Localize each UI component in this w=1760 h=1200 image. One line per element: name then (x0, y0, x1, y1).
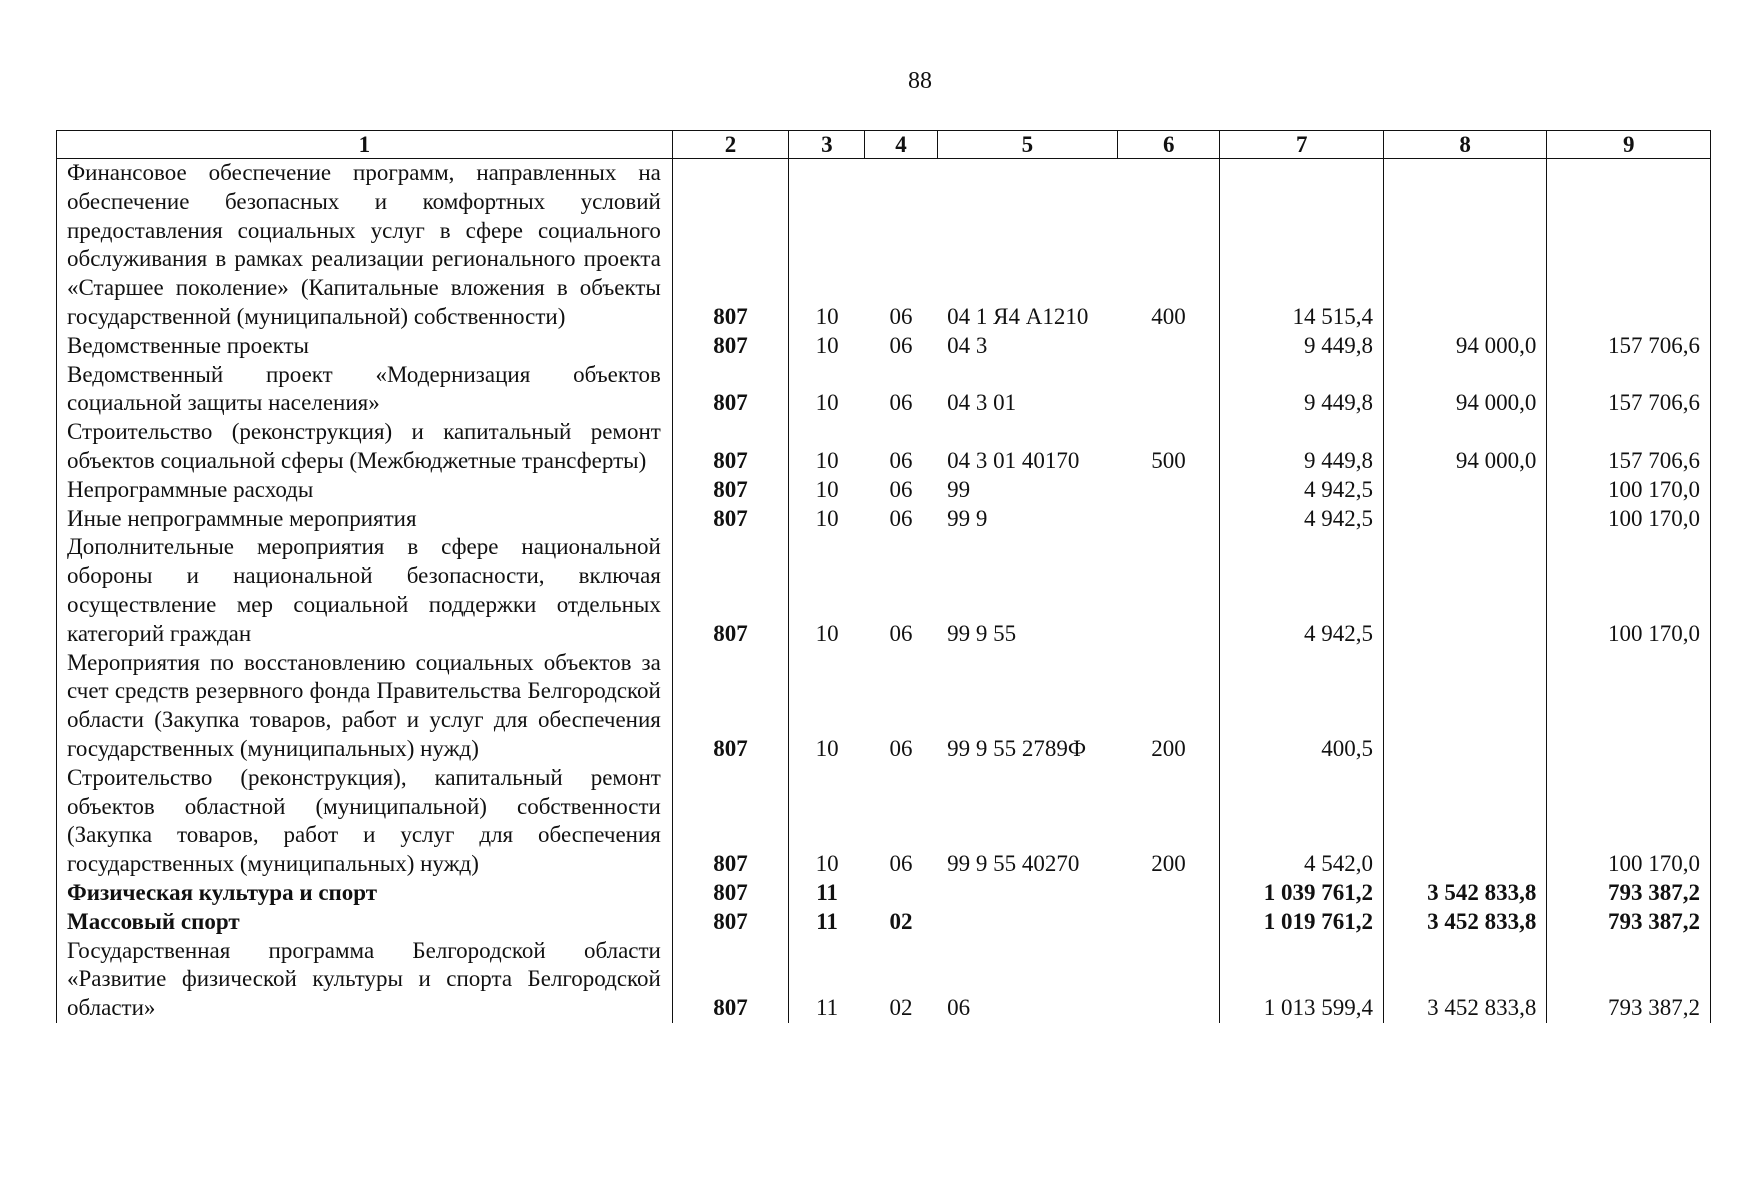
cell-description: Строительство (реконструкция) и капитальный ремонт объектов социальной сферы (Межбюджетные трансферты) (57, 418, 673, 476)
cell-description: Финансовое обеспечение программ, направленных на обеспечение безопасных и комфортных условий предоставления социальных услуг в сфере социального обслуживания в рамках реализации регионального проекта «Старшее поколение» (Капитальные вложения в объекты государственной (муниципальной) собственности) (57, 159, 673, 332)
cell-section: 10 (789, 505, 865, 534)
table-row (57, 159, 1711, 332)
cell-subsection: 06 (889, 303, 913, 329)
cell-amount-col7: 1 019 761,2 (1220, 908, 1383, 937)
cell-amount-col8: 3 542 833,8 (1383, 879, 1546, 908)
cell-amount-col8 (1383, 476, 1546, 505)
table-body (57, 159, 1711, 1023)
col-header-8: 8 (1383, 131, 1546, 159)
cell-subsection: 06 (889, 851, 913, 877)
cell-target-article: 04 1 Я4 А1210 (947, 303, 1089, 329)
table-row (57, 332, 1711, 361)
table-row (57, 649, 1711, 764)
cell-expense-type (1118, 937, 1220, 1023)
table-row (57, 505, 1711, 534)
cell-section: 11 (789, 879, 865, 908)
cell-target-article (937, 908, 1118, 937)
cell-expense-type: 500 (1118, 418, 1220, 476)
cell-amount-col8 (1383, 533, 1546, 648)
cell-section: 11 (789, 937, 865, 1023)
table-row (57, 476, 1711, 505)
cell-amount-col8: 3 452 833,8 (1383, 908, 1546, 937)
cell-target-article: 04 3 (947, 332, 988, 358)
cell-expense-type (1118, 879, 1220, 908)
cell-amount-col8 (1383, 649, 1546, 764)
cell-subsection: 06 (889, 505, 913, 531)
col-header-2: 2 (672, 131, 788, 159)
cell-description: Непрограммные расходы (57, 476, 673, 505)
cell-amount-col7: 4 942,5 (1220, 533, 1383, 648)
cell-expense-type (1118, 361, 1220, 419)
cell-amount-col9: 100 170,0 (1547, 764, 1711, 879)
cell-expense-type (1118, 332, 1220, 361)
cell-subsection: 06 (889, 332, 913, 358)
cell-amount-col8: 94 000,0 (1383, 332, 1546, 361)
cell-amount-col9: 100 170,0 (1547, 505, 1711, 534)
cell-subsection: 06 (889, 620, 913, 646)
cell-amount-col7: 4 542,0 (1220, 764, 1383, 879)
cell-expense-type (1118, 908, 1220, 937)
cell-amount-col9: 793 387,2 (1547, 937, 1711, 1023)
cell-ministry-code: 807 (672, 908, 788, 937)
cell-section: 10 (789, 332, 865, 361)
cell-section: 10 (789, 476, 865, 505)
cell-target-article: 04 3 01 (947, 390, 1017, 416)
cell-target-article: 06 (947, 995, 971, 1021)
cell-amount-col9: 100 170,0 (1547, 533, 1711, 648)
cell-ministry-code: 807 (672, 418, 788, 476)
cell-amount-col7: 1 013 599,4 (1220, 937, 1383, 1023)
cell-amount-col8 (1383, 764, 1546, 879)
cell-subsection: 06 (889, 447, 913, 473)
col-header-9: 9 (1547, 131, 1711, 159)
cell-target-article: 99 9 55 (947, 620, 1017, 646)
cell-amount-col9: 157 706,6 (1547, 332, 1711, 361)
cell-amount-col9: 100 170,0 (1547, 476, 1711, 505)
cell-amount-col7: 4 942,5 (1220, 476, 1383, 505)
cell-expense-type: 200 (1118, 764, 1220, 879)
cell-ministry-code: 807 (672, 476, 788, 505)
cell-amount-col8: 3 452 833,8 (1383, 937, 1546, 1023)
cell-ministry-code: 807 (672, 937, 788, 1023)
cell-target-article: 04 3 01 40170 (947, 447, 1080, 473)
table-row (57, 937, 1711, 1023)
cell-amount-col9 (1547, 649, 1711, 764)
cell-description: Иные непрограммные мероприятия (57, 505, 673, 534)
budget-table (56, 130, 1711, 1023)
cell-ministry-code: 807 (672, 533, 788, 648)
cell-amount-col8: 94 000,0 (1383, 361, 1546, 419)
cell-section: 10 (789, 649, 865, 764)
cell-subsection: 06 (889, 476, 913, 502)
cell-ministry-code: 807 (672, 159, 788, 332)
col-header-7: 7 (1220, 131, 1383, 159)
cell-ministry-code: 807 (672, 361, 788, 419)
cell-description: Ведомственные проекты (57, 332, 673, 361)
table-row (57, 764, 1711, 879)
cell-section: 10 (789, 418, 865, 476)
cell-ministry-code: 807 (672, 332, 788, 361)
cell-ministry-code: 807 (672, 879, 788, 908)
cell-target-article: 99 9 55 2789Ф (947, 735, 1087, 761)
col-header-1: 1 (57, 131, 673, 159)
cell-section: 11 (789, 908, 865, 937)
table-row (57, 361, 1711, 419)
cell-description: Физическая культура и спорт (57, 879, 673, 908)
cell-ministry-code: 807 (672, 649, 788, 764)
cell-ministry-code: 807 (672, 505, 788, 534)
col-header-6: 6 (1118, 131, 1220, 159)
cell-amount-col7: 14 515,4 (1220, 159, 1383, 332)
table-header-row (57, 131, 1711, 159)
cell-amount-col7: 9 449,8 (1220, 361, 1383, 419)
cell-amount-col8 (1383, 505, 1546, 534)
cell-target-article (937, 879, 1118, 908)
cell-amount-col7: 400,5 (1220, 649, 1383, 764)
cell-description: Массовый спорт (57, 908, 673, 937)
cell-expense-type (1118, 476, 1220, 505)
cell-section: 10 (789, 159, 865, 332)
col-header-5: 5 (937, 131, 1118, 159)
cell-description: Мероприятия по восстановлению социальных объектов за счет средств резервного фонда Правительства Белгородской области (Закупка товаров, работ и услуг для обеспечения государственных (муниципальных) нужд) (57, 649, 673, 764)
cell-amount-col9: 157 706,6 (1547, 361, 1711, 419)
cell-amount-col7: 9 449,8 (1220, 418, 1383, 476)
cell-amount-col9: 793 387,2 (1547, 908, 1711, 937)
cell-subsection: 02 (889, 995, 913, 1021)
table-row (57, 418, 1711, 476)
page-number: 88 (908, 68, 932, 94)
cell-expense-type: 400 (1118, 159, 1220, 332)
cell-target-article: 99 9 55 40270 (947, 851, 1080, 877)
cell-description: Ведомственный проект «Модернизация объектов социальной защиты населения» (57, 361, 673, 419)
cell-subsection: 06 (889, 735, 913, 761)
cell-description: Государственная программа Белгородской области «Развитие физической культуры и спорта Белгородской области» (57, 937, 673, 1023)
cell-amount-col8: 94 000,0 (1383, 418, 1546, 476)
col-header-3: 3 (789, 131, 865, 159)
cell-amount-col7: 4 942,5 (1220, 505, 1383, 534)
cell-subsection: 02 (889, 908, 913, 934)
cell-amount-col9 (1547, 159, 1711, 332)
cell-description: Строительство (реконструкция), капитальный ремонт объектов областной (муниципальной) собственности (Закупка товаров, работ и услуг для обеспечения государственных (муниципальных) нужд) (57, 764, 673, 879)
cell-ministry-code: 807 (672, 764, 788, 879)
cell-subsection: 06 (889, 390, 913, 416)
cell-amount-col9: 793 387,2 (1547, 879, 1711, 908)
cell-amount-col7: 9 449,8 (1220, 332, 1383, 361)
cell-amount-col9: 157 706,6 (1547, 418, 1711, 476)
cell-expense-type (1118, 533, 1220, 648)
col-header-4: 4 (865, 131, 937, 159)
cell-section: 10 (789, 764, 865, 879)
cell-section: 10 (789, 533, 865, 648)
cell-expense-type (1118, 505, 1220, 534)
table-row (57, 879, 1711, 908)
cell-description: Дополнительные мероприятия в сфере национальной обороны и национальной безопасности, включая осуществление мер социальной поддержки отдельных категорий граждан (57, 533, 673, 648)
table-row (57, 533, 1711, 648)
cell-amount-col8 (1383, 159, 1546, 332)
table-row (57, 908, 1711, 937)
cell-expense-type: 200 (1118, 649, 1220, 764)
cell-subsection (865, 879, 937, 908)
cell-target-article: 99 9 (947, 505, 988, 531)
cell-target-article: 99 (947, 476, 971, 502)
cell-section: 10 (789, 361, 865, 419)
cell-amount-col7: 1 039 761,2 (1220, 879, 1383, 908)
